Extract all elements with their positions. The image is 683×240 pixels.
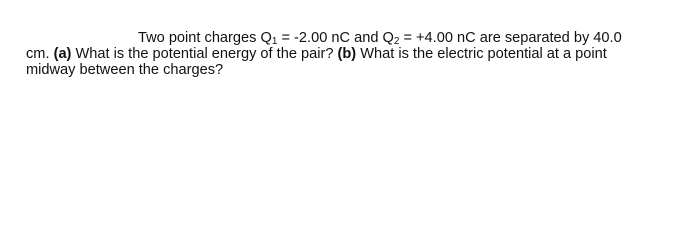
problem-line-3 xyxy=(26,62,672,78)
q2-subscript: 2 xyxy=(393,36,400,47)
q1-value: = -2.00 nC and Q xyxy=(277,30,394,46)
part-b-question: What is the electric potential at a point xyxy=(356,46,607,62)
part-a-question: What is the potential energy of the pair? xyxy=(71,46,338,62)
problem-intro: Two point charges Q xyxy=(138,30,272,46)
problem-line-1 xyxy=(26,30,672,46)
q2-value: = +4.00 nC are separated by 40.0 xyxy=(399,30,622,46)
q1-subscript: 1 xyxy=(271,36,278,47)
distance-unit: cm. xyxy=(26,46,54,62)
part-b-label: (b) xyxy=(337,46,357,62)
part-b-question-end: midway between the charges? xyxy=(26,62,224,78)
part-a-label: (a) xyxy=(53,46,72,62)
problem-line-2 xyxy=(26,46,672,62)
problem-statement xyxy=(26,30,672,78)
